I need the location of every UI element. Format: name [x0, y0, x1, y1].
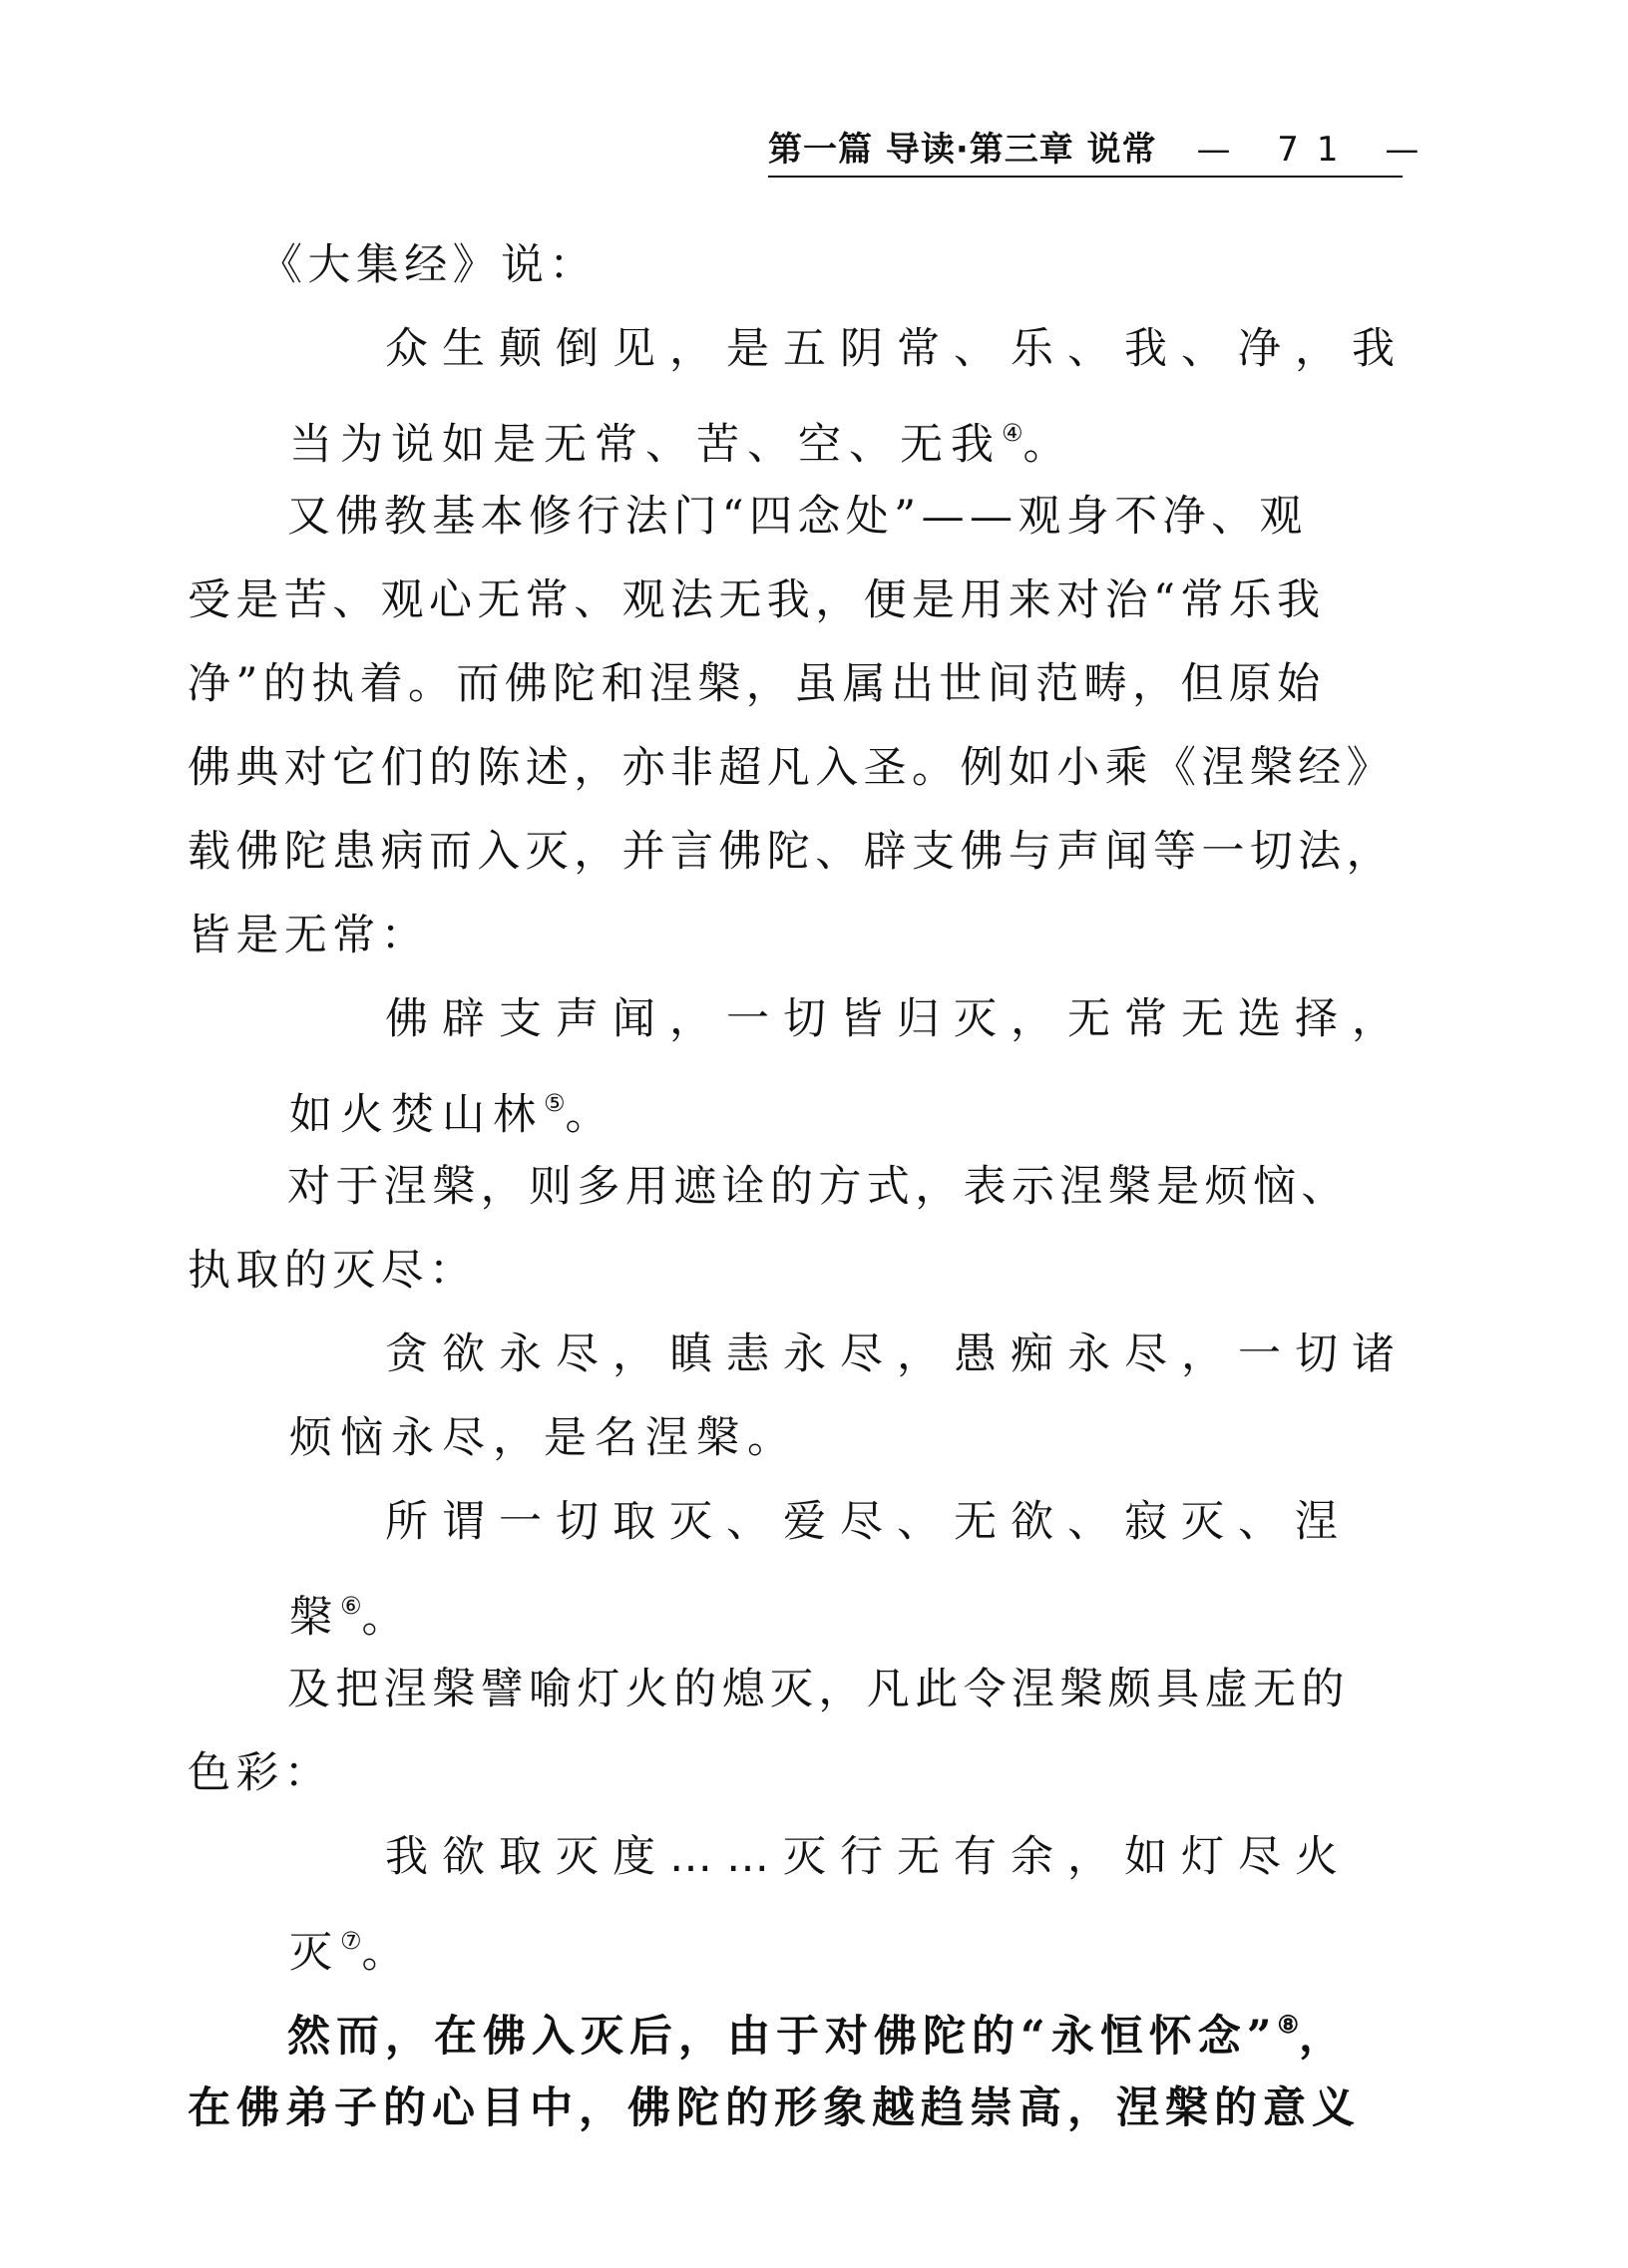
quote-line: 当为说如是无常、苦、空、无我④。 — [289, 419, 1074, 470]
chapter-title: 第一篇 导读·第三章 说常 — [768, 130, 1157, 170]
text-line: 然而，在佛入灭后，由于对佛陀的“永恒怀念”⑧， — [287, 2010, 1348, 2062]
page-number: — 71 — — [1196, 130, 1437, 170]
footnote-marker: ⑧ — [1277, 2010, 1299, 2039]
quote-line: 如火焚山林⑤。 — [289, 1089, 616, 1140]
quote-line: 烦恼永尽，是名涅槃。 — [289, 1413, 798, 1463]
text-line: 载佛陀患病而入灭，并言佛陀、辟支佛与声闻等一切法， — [188, 827, 1395, 877]
text-line: 对于涅槃，则多用遮诠的方式，表示涅槃是烦恼、 — [287, 1162, 1350, 1212]
text-line: 在佛弟子的心目中，佛陀的形象越趋崇高，涅槃的意义 — [188, 2083, 1361, 2133]
quote-line: 佛辟支声闻，一切皆归灭，无常无选择， — [385, 994, 1409, 1044]
text-line: 及把涅槃譬喻灯火的熄灭，凡此令涅槃颇具虚无的 — [287, 1665, 1350, 1714]
footnote-marker: ⑤ — [544, 1089, 566, 1117]
text-line: 色彩： — [188, 1748, 333, 1798]
quote-line: 众生颠倒见，是五阴常、乐、我、净，我 — [385, 324, 1409, 374]
footnote-marker: ⑥ — [340, 1592, 362, 1620]
running-header — [768, 124, 1437, 178]
quote-line: 所谓一切取灭、爱尽、无欲、寂灭、涅 — [385, 1497, 1352, 1547]
quote-line: 槃⑥。 — [289, 1592, 413, 1643]
footnote-marker: ④ — [1002, 419, 1023, 447]
text-line: 《大集经》说： — [259, 240, 598, 290]
quote-line: 贪欲永尽，瞋恚永尽，愚痴永尽，一切诸 — [385, 1329, 1409, 1379]
text-line: 净”的执着。而佛陀和涅槃，虽属出世间范畴，但原始 — [188, 659, 1326, 709]
text-line: 受是苦、观心无常、观法无我，便是用来对治“常乐我 — [188, 575, 1326, 625]
text-line: 又佛教基本修行法门“四念处”——观身不净、观 — [287, 492, 1308, 542]
footnote-marker: ⑦ — [340, 1927, 362, 1955]
quote-line: 我欲取灭度……灭行无有余，如灯尽火 — [385, 1832, 1352, 1882]
text-line: 皆是无常： — [188, 911, 429, 960]
text-line: 执取的灭尽： — [188, 1246, 478, 1296]
text-line: 佛典对它们的陈述，亦非超凡入圣。例如小乘《涅槃经》 — [188, 743, 1395, 793]
quote-line: 灭⑦。 — [289, 1927, 413, 1978]
